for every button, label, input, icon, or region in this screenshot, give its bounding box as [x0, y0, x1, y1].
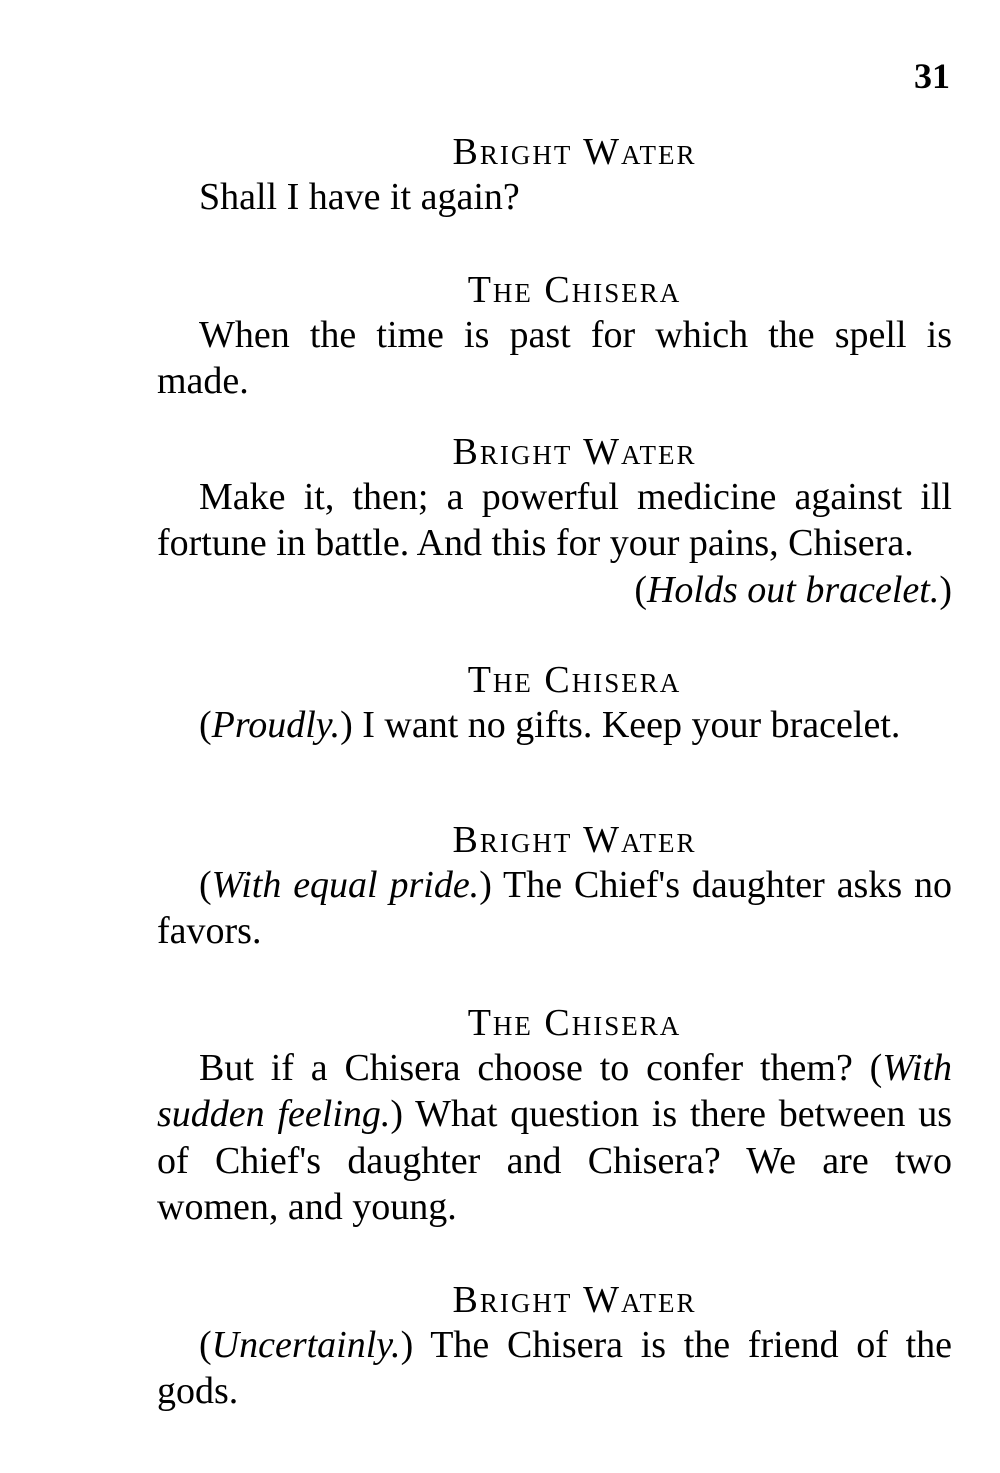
dialogue-text	[157, 862, 952, 955]
dialogue-text-body: The Chief's daughter asks no favors.	[157, 863, 952, 953]
speaker-name: The Chisera	[467, 659, 682, 701]
speaker-name: Bright Water	[452, 131, 697, 173]
dialogue-entry	[157, 132, 952, 220]
dialogue-text-body: But if a Chisera choose to confer them?	[199, 1046, 853, 1089]
speaker-name: Bright Water	[452, 1279, 697, 1321]
dialogue-text-body: The Chisera is the friend of the gods.	[157, 1323, 952, 1413]
dialogue-text: Shall I have it again?	[199, 175, 520, 218]
dialogue-entry	[157, 270, 952, 405]
dialogue-entry	[157, 660, 952, 748]
stage-direction: (Uncertainly.)	[199, 1323, 414, 1366]
dialogue-text	[157, 1045, 952, 1230]
speaker-name: Bright Water	[452, 431, 697, 473]
dialogue-text	[157, 474, 952, 611]
stage-direction: (With equal pride.)	[199, 863, 492, 906]
speaker-name: Bright Water	[452, 819, 697, 861]
dialogue-text-body: I want no gifts. Keep your bracelet.	[362, 703, 901, 746]
dialogue-text-body: What question is there between us of Chief's daughter and Chisera? We are two women, and young.	[157, 1093, 952, 1228]
dialogue-entry	[157, 432, 952, 613]
stage-direction: (Proudly.)	[199, 703, 353, 746]
dialogue-text: When the time is past for which the spell is made.	[157, 313, 952, 403]
stage-direction: (Holds out bracelet.)	[634, 568, 952, 611]
dialogue-entry	[157, 820, 952, 955]
dialogue-entry	[157, 1280, 952, 1415]
stage-direction: (With sudden feeling.)	[157, 1046, 952, 1136]
dialogue-text-body: Make it, then; a powerful medicine against ill fortune in battle. And this for your pains, Chisera.	[157, 475, 952, 565]
speaker-name: The Chisera	[467, 269, 682, 311]
dialogue-entry	[157, 1003, 952, 1230]
speaker-name: The Chisera	[467, 1002, 682, 1044]
dialogue-text	[157, 1322, 952, 1415]
page-number: 31	[914, 56, 950, 96]
dialogue-text	[157, 702, 952, 748]
